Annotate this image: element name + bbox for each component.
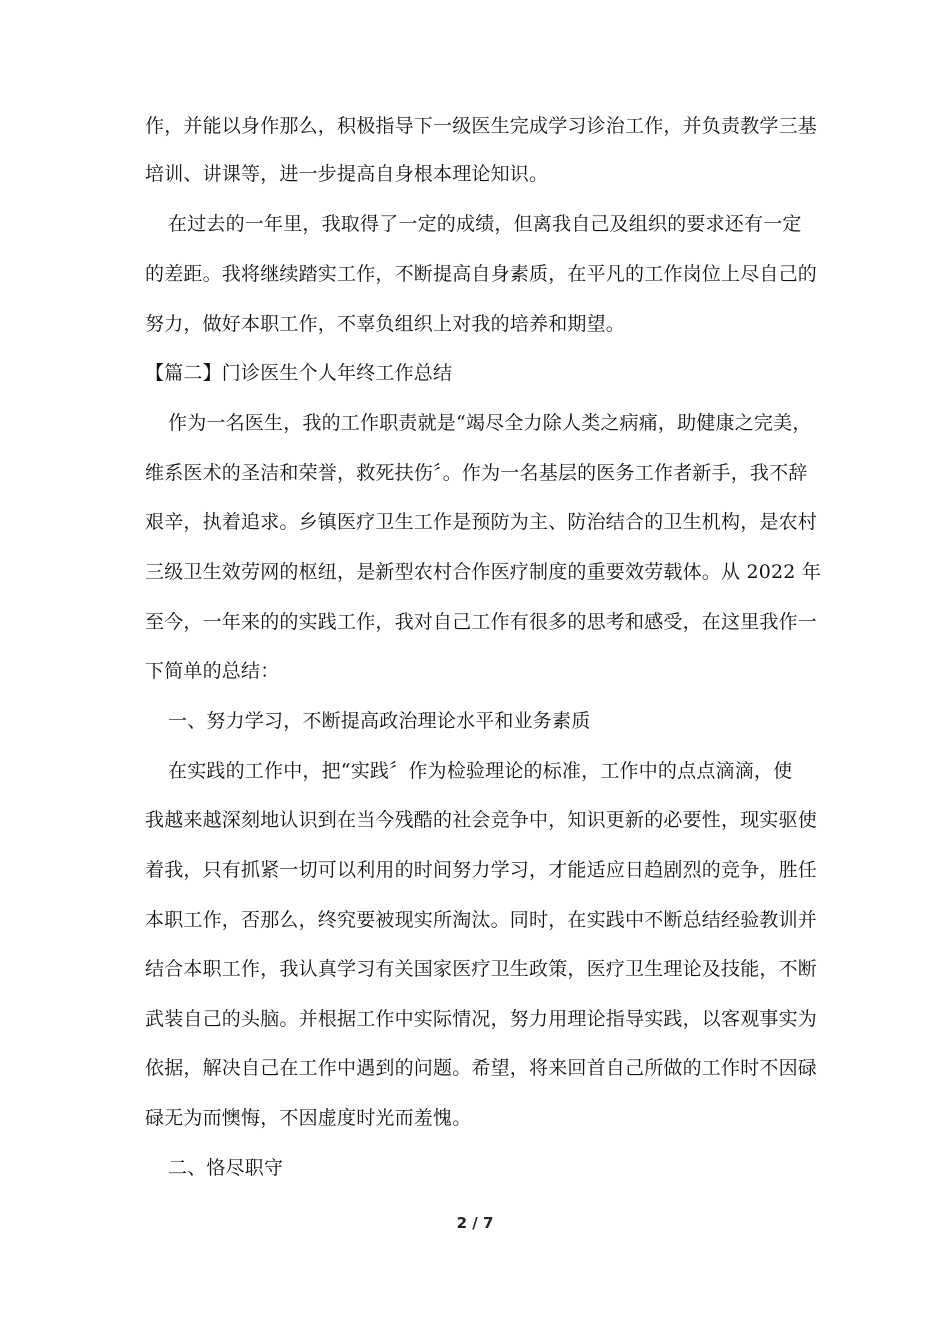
text-line: 着我，只有抓紧一切可以利用的时间努力学习，才能适应日趋剧烈的竞争，胜任 bbox=[145, 859, 818, 881]
text-line: 作，并能以身作那么，积极指导下一级医生完成学习诊治工作，并负责教学三基 bbox=[145, 115, 818, 137]
text-line: 至今，一年来的的实践工作，我对自己工作有很多的思考和感受，在这里我作一 bbox=[145, 611, 818, 633]
text-line: 碌无为而懊悔，不因虚度时光而羞愧。 bbox=[145, 1107, 472, 1129]
text-line: 武装自己的头脑。并根据工作中实际情况，努力用理论指导实践，以客观事实为 bbox=[145, 1008, 818, 1030]
subheading: 一、努力学习，不断提高政治理论水平和业务素质 bbox=[168, 710, 591, 732]
text-line: 作为一名医生，我的工作职责就是“竭尽全力除人类之病痛，助健康之完美， bbox=[168, 412, 812, 434]
text-line: 本职工作，否那么，终究要被现实所淘汰。同时，在实践中不断总结经验教训并 bbox=[145, 909, 818, 931]
text-line: 三级卫生效劳网的枢纽，是新型农村合作医疗制度的重要效劳载体。从 2022 年 bbox=[145, 561, 822, 583]
page-number: 2 / 7 bbox=[456, 1214, 494, 1232]
text-line: 的差距。我将继续踏实工作，不断提高自身素质，在平凡的工作岗位上尽自己的 bbox=[145, 263, 818, 285]
text-line: 艰辛，执着追求。乡镇医疗卫生工作是预防为主、防治结合的卫生机构，是农村 bbox=[145, 511, 818, 533]
text-line: 努力，做好本职工作，不辜负组织上对我的培养和期望。 bbox=[145, 313, 626, 335]
section-heading: 【篇二】门诊医生个人年终工作总结 bbox=[145, 362, 453, 384]
text-line: 结合本职工作，我认真学习有关国家医疗卫生政策，医疗卫生理论及技能，不断 bbox=[145, 958, 818, 980]
text-line: 依据，解决自己在工作中遇到的问题。希望，将来回首自己所做的工作时不因碌 bbox=[145, 1057, 818, 1079]
text-line: 在实践的工作中，把“实践〞作为检验理论的标准，工作中的点点滴滴，使 bbox=[168, 760, 793, 782]
text-line: 在过去的一年里，我取得了一定的成绩，但离我自己及组织的要求还有一定 bbox=[168, 213, 802, 235]
text-line: 下简单的总结： bbox=[145, 660, 280, 682]
text-line: 培训、讲课等，进一步提高自身根本理论知识。 bbox=[145, 163, 549, 185]
text-line: 维系医术的圣洁和荣誉，救死扶伤〞。作为一名基层的医务工作者新手，我不辞 bbox=[145, 462, 808, 484]
subheading: 二、恪尽职守 bbox=[168, 1157, 284, 1179]
text-line: 我越来越深刻地认识到在当今残酷的社会竞争中，知识更新的必要性，现实驱使 bbox=[145, 809, 818, 831]
